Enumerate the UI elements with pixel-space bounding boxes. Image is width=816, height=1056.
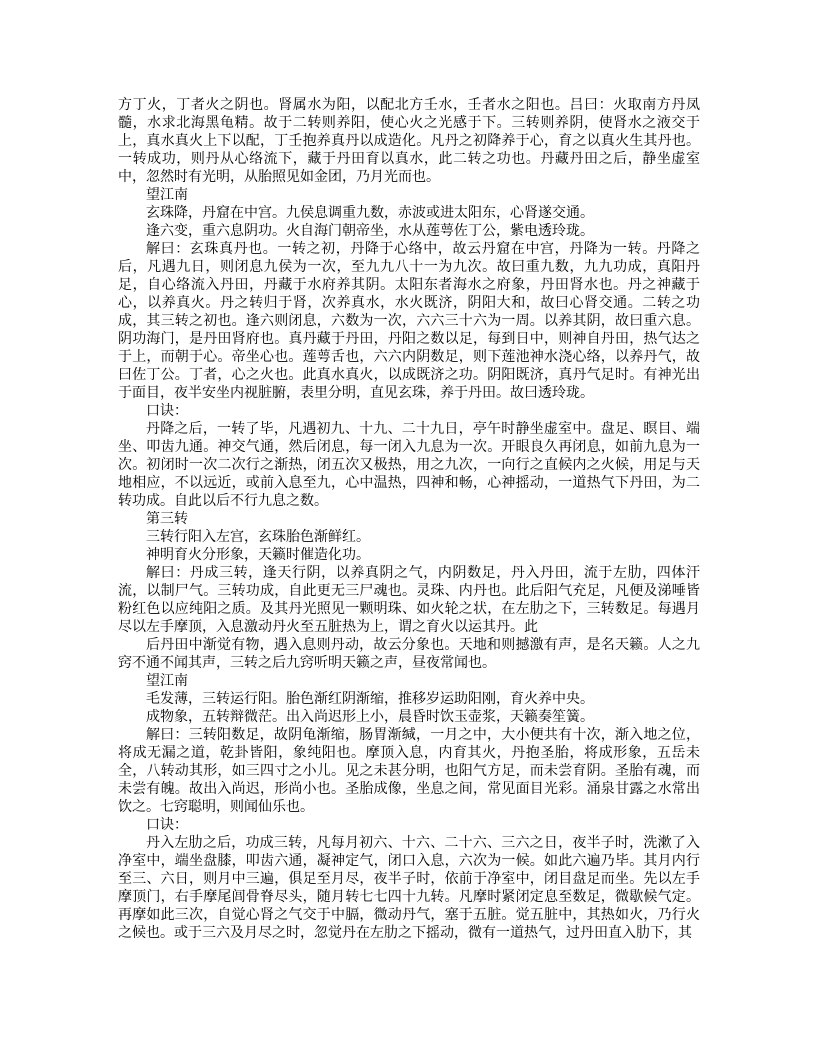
paragraph: 解曰：三转阳数足，故阴龟渐缩，肠胃渐缄，一月之中，大小便共有十次，渐入地之位，将成无漏之道，乾卦皆阳，象纯阳也。摩顶入息，内育其火，丹抱圣胎，将成形象，五岳未全，八转动其形，如三四寸之小儿。见之未甚分明，也阳气方足，而未尝育阴。圣胎有魂，而未尝有魄。故出入尚迟，形尚小也。圣胎成像，坐息之间，常见面目光彩。涌泉甘露之水常出饮之。七窍聪明，则闻仙乐也。 bbox=[118, 728, 700, 815]
paragraph: 解曰：丹成三转，逢天行阴，以养真阴之气，内阴数足，丹入丹田，流于左肋，四体汗流，以制尸气。三转功成，自此更无三尸魂也。灵珠、内丹也。此后阳气充足，凡便及涕唾皆粉红色以应纯阳之质。及其丹光照见一颗明珠、如火轮之状，在左肋之下，三转数足。每遇月尽以左手摩顶，入息激动丹火至五脏热为上，谓之育火以运其丹。此 bbox=[118, 566, 700, 635]
paragraph: 神明育火分形象，天籁时催造化功。 bbox=[146, 548, 370, 563]
document-body bbox=[118, 97, 700, 943]
paragraph: 第三转 bbox=[146, 512, 188, 527]
paragraph: 口诀： bbox=[146, 404, 188, 419]
paragraph: 口诀： bbox=[146, 818, 188, 833]
paragraph: 后丹田中渐觉有物，遇入息则丹动，故云分象也。天地和则撼激有声，是名天籁。人之九窍不通不闻其声，三转之后九窍听明天籁之声，昼夜常闻也。 bbox=[118, 638, 700, 671]
paragraph: 三转行阳入左宫，玄珠胎色渐鲜红。 bbox=[146, 530, 370, 545]
paragraph: 玄珠降，丹窟在中宫。九侯息调重九数，赤波或进太阳东，心肾遂交通。 bbox=[146, 206, 594, 221]
paragraph: 成物象，五转辩微茫。出入尚迟形上小，晨昏时饮玉壶浆，天籁奏笙簧。 bbox=[146, 710, 594, 725]
paragraph: 方丁火，丁者火之阴也。肾属水为阳，以配北方壬水，壬者水之阳也。吕曰：火取南方丹凤髓，水求北海黑龟精。故于二转则养阳，使心火之光感于下。三转则养阴，使肾水之液交于上，真水真火上下以配，丁壬抱养真丹以成造化。凡丹之初降养于心，育之以真火生其丹也。一转成功，则丹从心络流下，藏于丹田育以真水，此二转之功也。丹藏丹田之后，静坐虚室中，忽然时有光明，从胎照见如金团，乃月光而也。 bbox=[118, 98, 700, 185]
paragraph: 逢六变，重六息阴功。火自海门朝帝坐，水从莲萼佐丁公，紫电透玲珑。 bbox=[146, 224, 594, 239]
paragraph: 丹入左肋之后，功成三转，凡每月初六、十六、二十六、三六之日，夜半子时，洗漱了入净室中，端坐盘膝，叩齿六通，凝神定气，闭口入息，六次为一候。如此六遍乃毕。其月内行至三、六日，则月中三遍，俱足至月尽，夜半子时，依前于净室中，闭目盘足而坐。先以左手摩顶门，右手摩尾闾骨脊尽头，随月转七七四十九转。凡摩时紧闭定息至数足，微歇候气定。再摩如此三次，自觉心肾之气交于中膈，微动丹气，塞于五脏。觉五脏中，其热如火，乃行火之候也。或于三六及月尽之时，忽觉丹在左肋之下摇动，微有一道热气，过丹田直入肋下，其 bbox=[118, 836, 700, 941]
paragraph: 丹降之后，一转了毕，凡遇初九、十九、二十九日，亭午时静坐虚室中。盘足、瞑目、端坐、叩齿九通。神交气通，然后闭息，每一闭入九息为一次。开眼良久再闭息，如前九息为一次。初闭时一次二次行之渐热，闭五次又极热，用之九次，一向行之直候内之火候，用足与天地相应，不以远近，或前入息至九，心中温热，四神和畅，心神摇动，一道热气下丹田，为二转功成。自此以后不行九息之数。 bbox=[118, 422, 700, 509]
paragraph: 望江南 bbox=[146, 674, 188, 689]
paragraph: 解曰：玄珠真丹也。一转之初，丹降于心络中，故云丹窟在中宫，丹降为一转。丹降之后，凡遇九日，则闭息九侯为一次，至九九八十一为九次。故曰重九数，九九功成，真阳丹足，自心络流入丹田，丹藏于水府养其阴。太阳东者海水之府象，丹田肾水也。丹之神藏于心，以养真火。丹之转归于肾，次养真水，水火既济，阴阳大和，故曰心肾交通。二转之功成，其三转之初也。逢六则闭息，六数为一次，六六三十六为一周。以养其阴，故曰重六息。阴功海门，是丹田肾府也。真丹藏于丹田，丹阳之数以足，每到日中，则神自丹田，热气达之于上，而朝于心。帝坐心也。莲萼舌也，六六内阴数足，则下莲池神水浇心络，以养丹气，故曰佐丁公。丁者，心之火也。此真水真火，以成既济之功。阴阳既济，真丹气足时。有神光出于面目，夜半安坐内视脏腑，表里分明，直见玄珠，养于丹田。故曰透玲珑。 bbox=[118, 242, 700, 401]
paragraph: 望江南 bbox=[146, 188, 188, 203]
paragraph: 毛发薄，三转运行阳。胎色渐红阴渐缩，推移岁运助阳刚，育火养中央。 bbox=[146, 692, 594, 707]
